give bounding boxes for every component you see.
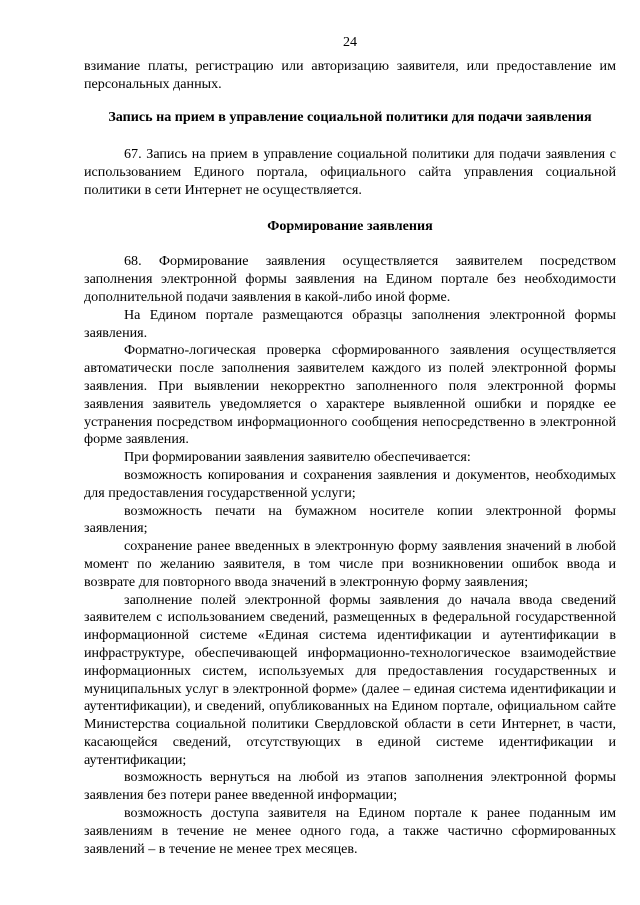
- list-item-save-values: сохранение ранее введенных в электронную форму заявления значений в любой момент по желанию заявителя, в том числе при возникновении ошибок ввода и возврате для повторного ввода значений в электронную форму заявления;: [84, 538, 616, 590]
- list-item-return-step: возможность вернуться на любой из этапов заполнения электронной формы заявления без потери ранее введенной информации;: [84, 769, 616, 804]
- page-number: 24: [342, 34, 358, 50]
- list-item-copy-save: возможность копирования и сохранения заявления и документов, необходимых для предоставления государственной услуги;: [84, 466, 616, 501]
- list-item-access-history: возможность доступа заявителя на Едином портале к ранее поданным им заявлениям в течение не менее одного года, а также частично сформированных заявлений – в течение не менее трех месяцев.: [84, 805, 616, 857]
- paragraph-samples: На Едином портале размещаются образцы заполнения электронной формы заявления.: [84, 306, 616, 341]
- document-page: [84, 34, 616, 858]
- intro-continuation-paragraph: взимание платы, регистрацию или авторизацию заявителя, или предоставление им персональных данных.: [84, 57, 616, 92]
- paragraph-provisions-intro: При формировании заявления заявителю обеспечивается:: [124, 449, 471, 466]
- list-item-prefill: заполнение полей электронной формы заявления до начала ввода сведений заявителем с использованием сведений, размещенных в федеральной государственной информационной системе «Единая система идентификации и аутентификации в инфраструктуре, обеспечивающей информационно-технологическое взаимодействие информационных систем, используемых для предоставления государственных и муниципальных услуг в электронной форме» (далее – единая система идентификации и аутентификации), и сведений, опубликованных на Едином портале, официальном сайте Министерства социальной политики Свердловской области в сети Интернет, в части, касающейся сведений, отсутствующих в единой системе идентификации и аутентификации;: [84, 591, 616, 768]
- section-heading-forming-application: Формирование заявления: [267, 217, 433, 234]
- section-heading-appointment: Запись на прием в управление социальной политики для подачи заявления: [108, 109, 592, 126]
- paragraph-format-check: Форматно-логическая проверка сформированного заявления осуществляется автоматически после заполнения заявителем каждого из полей электронной формы заявления. При выявлении некорректно заполненного поля электронной формы заявления заявитель уведомляется о характере выявленной ошибки и порядке ее устранения посредством информационного сообщения непосредственно в электронной форме заявления.: [84, 342, 616, 448]
- list-item-print: возможность печати на бумажном носителе копии электронной формы заявления;: [84, 502, 616, 537]
- paragraph-67: 67. Запись на прием в управление социальной политики для подачи заявления с использованием Единого портала, официального сайта управления социальной политики в сети Интернет не осуществляется.: [84, 146, 616, 198]
- paragraph-68: 68. Формирование заявления осуществляется заявителем посредством заполнения электронной формы заявления на Едином портале без необходимости дополнительной подачи заявления в какой-либо иной форме.: [84, 253, 616, 305]
